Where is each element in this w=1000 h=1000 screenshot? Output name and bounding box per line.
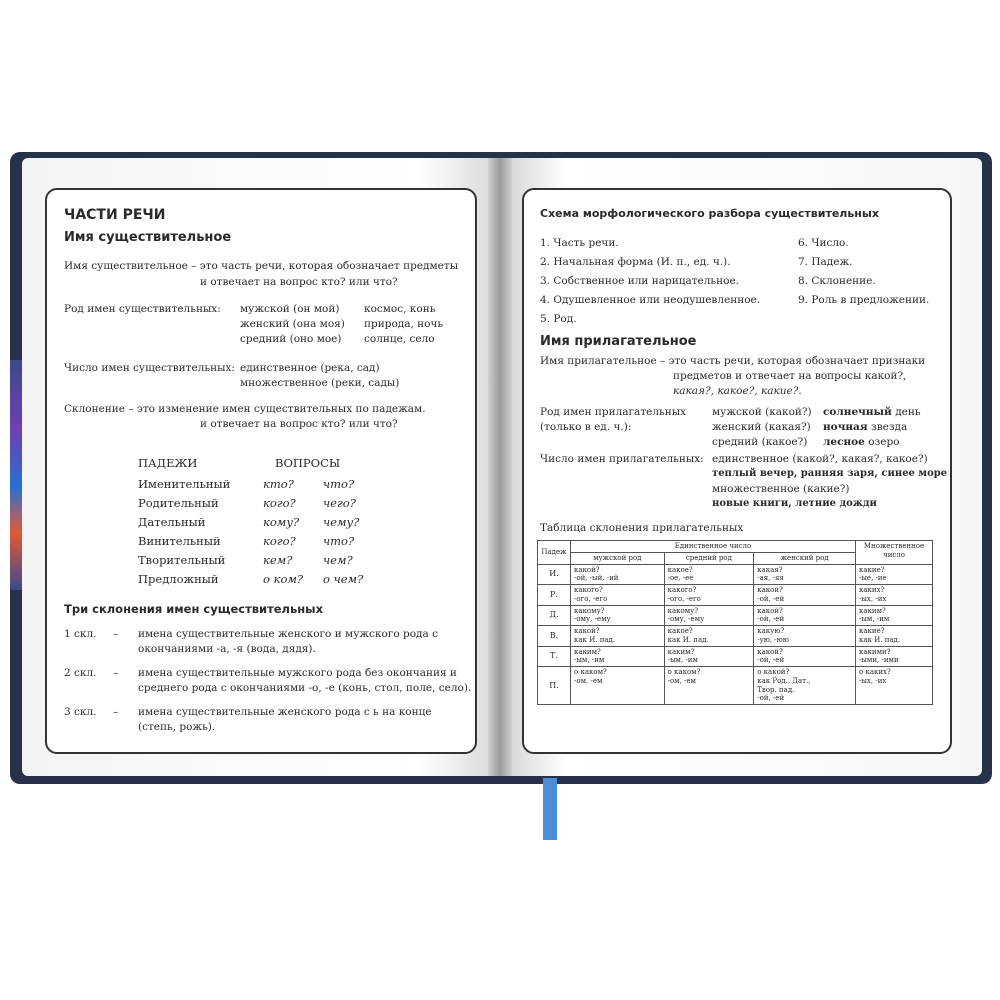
gender-value: женский (она моя) — [240, 318, 345, 330]
table-cell: о каком? -ом, -ем — [664, 667, 754, 705]
scheme-item: 7. Падеж. — [798, 256, 853, 268]
declension-text: среднего рода с окончаниями -о, -е (конь, стол, поле, село). — [138, 682, 472, 694]
table-cell: о какой? как Род., Дат., Твор. пад. -ой, -ей — [754, 667, 856, 705]
table-row — [538, 667, 933, 705]
table-cell: каких? -ых, -их — [856, 585, 933, 606]
declension-text: имена существительные женского рода с ь на конце — [138, 706, 432, 718]
scheme-item: 6. Число. — [798, 237, 849, 249]
scheme-item: 5. Род. — [540, 313, 577, 325]
gender-example: космос, конь — [364, 303, 436, 315]
declension-definition-line-2: и отвечает на вопрос кто? или что? — [200, 418, 398, 430]
table-row — [538, 585, 933, 606]
case-question: кем? — [263, 553, 293, 567]
table-row — [538, 564, 933, 585]
table-cell: какому? -ому, -ему — [571, 605, 665, 626]
case-question: о ком? — [263, 572, 304, 586]
declension-definition-line-1: Склонение – это изменение имен существительных по падежам. — [64, 403, 426, 415]
adjective-declension-table — [537, 540, 933, 705]
table-cell: какой? -ой, -ей — [754, 585, 856, 606]
case-name: Именительный — [138, 477, 231, 491]
table-header-neuter: средний род — [664, 552, 754, 564]
scheme-item: 1. Часть речи. — [540, 237, 619, 249]
table-cell: каким? -ым, -им — [664, 646, 754, 667]
case-name: Дательный — [138, 515, 206, 529]
declension-label: 3 скл. — [64, 706, 97, 718]
table-cell: какое? как И. пад. — [664, 626, 754, 647]
case-question: кто? — [263, 477, 294, 491]
case-question: о чем? — [323, 572, 364, 586]
adjective-definition-line-3: какая?, какое?, какие?. — [673, 385, 802, 397]
table-cell: какой? как И. пад. — [571, 626, 665, 647]
adjective-number-label: Число имен прилагательных: — [540, 453, 704, 465]
adjective-gender-value: мужской (какой?) — [712, 406, 812, 418]
noun-gender-label: Род имен существительных: — [64, 303, 221, 315]
noun-heading: Имя существительное — [64, 230, 232, 245]
declension-dash: – — [113, 667, 119, 679]
adjective-gender-label: Род имен прилагательных — [540, 406, 687, 418]
scheme-item: 8. Склонение. — [798, 275, 876, 287]
declension-text: (степь, рожь). — [138, 721, 216, 733]
ribbon-bookmark — [543, 778, 557, 840]
cases-header: ПАДЕЖИ — [138, 456, 198, 470]
table-cell-case: Д. — [538, 605, 571, 626]
adjective-definition-line-1: Имя прилагательное – это часть речи, которая обозначает признаки — [540, 355, 926, 367]
table-cell: какая? -ая, -яя — [754, 564, 856, 585]
table-cell: о каких? -ых, -их — [856, 667, 933, 705]
declension-label: 2 скл. — [64, 667, 97, 679]
table-row — [538, 646, 933, 667]
adjective-gender-value: женский (какая?) — [712, 421, 811, 433]
scheme-item: 2. Начальная форма (И. п., ед. ч.). — [540, 256, 731, 268]
noun-definition-line-1: Имя существительное – это часть речи, которая обозначает предметы — [64, 260, 459, 272]
case-question: кого? — [263, 534, 296, 548]
table-header-plural: Множественное число — [856, 541, 933, 565]
case-question: чего? — [323, 496, 356, 510]
three-declensions-heading: Три склонения имен существительных — [64, 602, 323, 616]
scheme-heading: Схема морфологического разбора существительных — [540, 207, 879, 220]
gender-value: средний (оно мое) — [240, 333, 342, 345]
table-cell: какого? -ого, -его — [664, 585, 754, 606]
table-cell: какие? -ые, -ие — [856, 564, 933, 585]
table-cell: какому? -ому, -ему — [664, 605, 754, 626]
gender-value: мужской (он мой) — [240, 303, 340, 315]
table-cell: о каком? -ом, -ем — [571, 667, 665, 705]
table-cell: какой? -ой, -ый, -ий — [571, 564, 665, 585]
case-name: Предложный — [138, 572, 219, 586]
case-name: Творительный — [138, 553, 226, 567]
adjective-gender-example: солнечный день — [823, 406, 921, 418]
table-header-case: Падеж — [538, 541, 571, 565]
table-cell-case: Т. — [538, 646, 571, 667]
table-row — [538, 626, 933, 647]
declension-text: имена существительные женского и мужского рода с — [138, 628, 438, 640]
declension-text: имена существительные мужского рода без окончания и — [138, 667, 457, 679]
adjective-number-line: единственное (какой?, какая?, какое?) — [712, 453, 928, 465]
number-value: множественное (реки, сады) — [240, 377, 400, 389]
adjective-heading: Имя прилагательное — [540, 334, 697, 349]
gender-example: солнце, село — [364, 333, 435, 345]
adjective-definition-line-2: предметов и отвечает на вопросы какой?, — [673, 370, 907, 382]
table-cell-case: П. — [538, 667, 571, 705]
adjective-gender-example: ночная звезда — [823, 421, 908, 433]
table-cell: какой? -ой, -ей — [754, 646, 856, 667]
table-cell-case: В. — [538, 626, 571, 647]
table-cell: какие? как И. пад. — [856, 626, 933, 647]
declension-dash: – — [113, 628, 119, 640]
case-question: чем? — [323, 553, 353, 567]
declension-label: 1 скл. — [64, 628, 97, 640]
table-header-masculine: мужской род — [571, 552, 665, 564]
adjective-number-line: теплый вечер, ранняя заря, синее море — [712, 468, 948, 479]
number-value: единственное (река, сад) — [240, 362, 380, 374]
table-cell: какое? -ое, -ее — [664, 564, 754, 585]
scheme-item: 3. Собственное или нарицательное. — [540, 275, 739, 287]
case-question: что? — [323, 534, 355, 548]
table-cell-case: И. — [538, 564, 571, 585]
adjective-gender-value: средний (какое?) — [712, 436, 808, 448]
notebook-spine — [488, 158, 512, 776]
adjective-gender-label: (только в ед. ч.): — [540, 421, 632, 433]
declension-dash: – — [113, 706, 119, 718]
scheme-item: 9. Роль в предложении. — [798, 294, 930, 306]
case-question: кого? — [263, 496, 296, 510]
adjective-number-line: множественное (какие?) — [712, 483, 850, 495]
table-cell: какой? -ой, -ей — [754, 605, 856, 626]
questions-header: ВОПРОСЫ — [275, 456, 341, 470]
table-cell: каким? -ым, -им — [571, 646, 665, 667]
declension-table-title: Таблица склонения прилагательных — [540, 522, 744, 534]
case-question: чему? — [323, 515, 360, 529]
table-header-singular: Единственное число — [571, 541, 856, 553]
table-cell: какого? -ого, -его — [571, 585, 665, 606]
case-name: Родительный — [138, 496, 219, 510]
adjective-gender-example: лесное озеро — [823, 436, 900, 448]
scheme-item: 4. Одушевленное или неодушевленное. — [540, 294, 761, 306]
declension-text: окончаниями -а, -я (вода, дядя). — [138, 643, 316, 655]
page-title: ЧАСТИ РЕЧИ — [64, 207, 166, 223]
noun-definition-line-2: и отвечает на вопрос кто? или что? — [200, 276, 398, 288]
table-cell: каким? -ым, -им — [856, 605, 933, 626]
table-row — [538, 605, 933, 626]
case-question: кому? — [263, 515, 300, 529]
case-name: Винительный — [138, 534, 221, 548]
noun-number-label: Число имен существительных: — [64, 362, 235, 374]
table-cell-case: Р. — [538, 585, 571, 606]
gender-example: природа, ночь — [364, 318, 444, 330]
table-cell: какими? -ыми, -ими — [856, 646, 933, 667]
case-question: что? — [323, 477, 355, 491]
adjective-number-line: новые книги, летние дожди — [712, 498, 877, 509]
table-header-feminine: женский род — [754, 552, 856, 564]
table-cell: какую? -ую, -юю — [754, 626, 856, 647]
